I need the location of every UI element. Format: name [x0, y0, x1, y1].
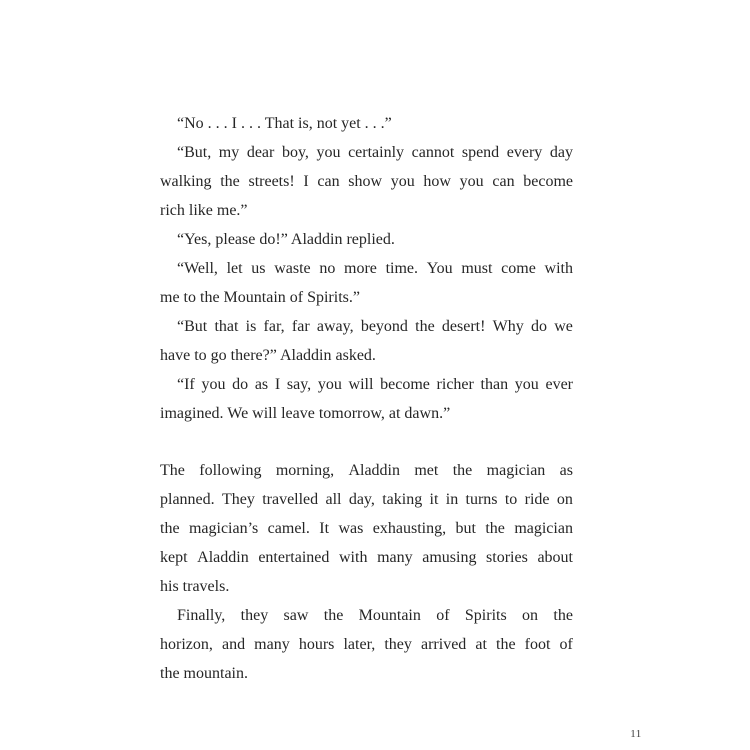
paragraph	[160, 601, 573, 688]
paragraph	[160, 312, 573, 370]
text-line: walking the streets! I can show you how you can become	[160, 173, 573, 190]
text-line: “If you do as I say, you will become richer than you ever	[177, 376, 573, 393]
text-line: The following morning, Aladdin met the magician as	[160, 462, 573, 479]
text-line: imagined. We will leave tomorrow, at dawn.”	[160, 405, 451, 422]
text-line: the mountain.	[160, 665, 248, 682]
text-line: kept Aladdin entertained with many amusing stories about	[160, 549, 573, 566]
paragraph	[160, 370, 573, 428]
text-line: “No . . . I . . . That is, not yet . . .”	[177, 115, 392, 132]
text-line: “Well, let us waste no more time. You must come with	[177, 260, 573, 277]
text-line: have to go there?” Aladdin asked.	[160, 347, 376, 364]
paragraph	[160, 225, 573, 254]
paragraph	[160, 456, 573, 601]
text-line: “But that is far, far away, beyond the desert! Why do we	[177, 318, 573, 335]
text-block	[160, 109, 573, 688]
text-line: Finally, they saw the Mountain of Spirits on the	[177, 607, 573, 624]
text-line: planned. They travelled all day, taking it in turns to ride on	[160, 491, 573, 508]
text-line: his travels.	[160, 578, 230, 595]
text-line: the magician’s camel. It was exhausting, but the magician	[160, 520, 573, 537]
text-line: “But, my dear boy, you certainly cannot spend every day	[177, 144, 573, 161]
text-line: me to the Mountain of Spirits.”	[160, 289, 360, 306]
paragraph	[160, 138, 573, 225]
paragraph	[160, 254, 573, 312]
paragraph	[160, 109, 573, 138]
text-line: “Yes, please do!” Aladdin replied.	[177, 231, 395, 248]
text-line: rich like me.”	[160, 202, 248, 219]
text-line: horizon, and many hours later, they arrived at the foot of	[160, 636, 573, 653]
page-number: 11	[630, 728, 642, 740]
